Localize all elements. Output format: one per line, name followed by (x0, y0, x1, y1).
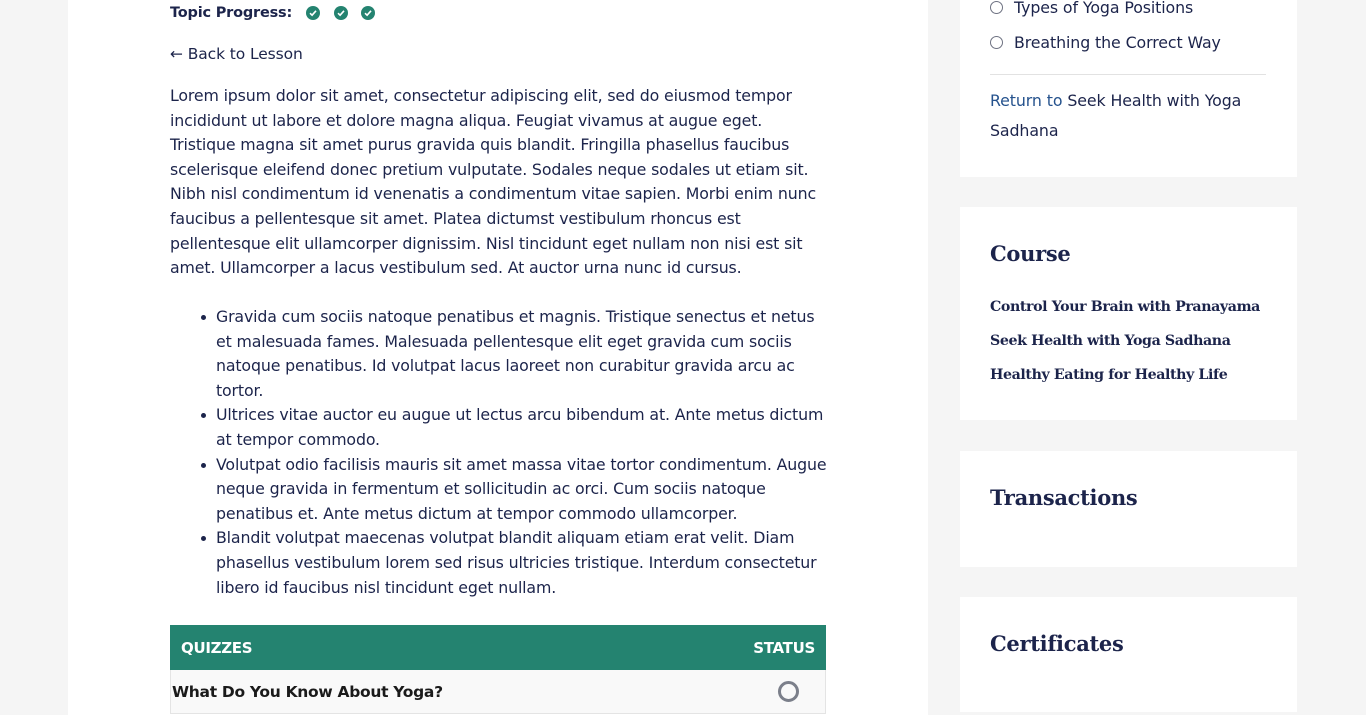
table-row[interactable] (170, 670, 826, 714)
lesson-bullet-list (198, 305, 830, 600)
incomplete-circle-icon (990, 36, 1003, 49)
divider (990, 74, 1266, 75)
status-column-header: STATUS (753, 638, 815, 657)
quiz-table-header (170, 625, 826, 670)
lesson-item-label: Types of Yoga Positions (1014, 0, 1194, 17)
course-link[interactable]: Control Your Brain with Pranayama (990, 299, 1260, 315)
list-item: Ultrices vitae auctor eu augue ut lectus arcu bibendum at. Ante metus dictum at tempor commodo. (198, 403, 830, 452)
quiz-table (170, 625, 826, 714)
lesson-item-breathing-the-correct-way[interactable] (990, 33, 1221, 52)
transactions-widget (960, 451, 1297, 567)
list-item: Volutpat odio facilisis mauris sit amet massa vitae tortor condimentum. Augue neque gravida in fermentum et sollicitudin ac orci. Cum sociis natoque penatibus et. Ante metus dictum at tempor commodo ullamcorper. (198, 453, 830, 527)
lesson-item-label: Breathing the Correct Way (1014, 33, 1221, 52)
transactions-widget-title: Transactions (990, 485, 1138, 510)
certificates-widget-title: Certificates (990, 631, 1124, 656)
certificates-widget (960, 597, 1297, 712)
quizzes-column-header: QUIZZES (181, 638, 253, 657)
lesson-item-types-of-yoga-positions[interactable] (990, 0, 1193, 17)
course-link[interactable]: Healthy Eating for Healthy Life (990, 367, 1228, 383)
list-item: Gravida cum sociis natoque penatibus et magnis. Tristique senectus et netus et malesuada fames. Malesuada pellentesque elit eget gravida cum sociis natoque penatibus. Id volutpat lacus laoreet non curabitur gravida arcu ac tortor. (198, 305, 830, 403)
return-prefix: Return to (990, 91, 1063, 110)
quiz-title-link[interactable]: What Do You Know About Yoga? (172, 682, 443, 701)
main-content-panel (68, 0, 928, 715)
return-to-course-link[interactable] (990, 86, 1260, 146)
course-link[interactable]: Seek Health with Yoga Sadhana (990, 333, 1231, 349)
course-list (990, 297, 1260, 399)
topic-progress-label: Topic Progress: (170, 5, 293, 21)
lesson-paragraph: Lorem ipsum dolor sit amet, consectetur adipiscing elit, sed do eiusmod tempor incididunt ut labore et dolore magna aliqua. Feugiat vivamus at augue eget. Tristique magna sit amet purus gravida quis blandit. Fringilla phasellus faucibus scelerisque eleifend donec pretium vulputate. Sodales neque sodales ut etiam sit. Nibh nisl condimentum id venenatis a condimentum vitae sapien. Morbi enim nunc faucibus a pellentesque sit amet. Platea dictumst vestibulum rhoncus est pellentesque elit ullamcorper dignissim. Nisl tincidunt eget nullam non nisi est sit amet. Ullamcorper a lacus vestibulum sed. At auctor urna nunc id cursus. (170, 86, 817, 278)
check-circle-icon (361, 6, 375, 20)
list-item: Blandit volutpat maecenas volutpat blandit aliquam etiam erat velit. Diam phasellus vestibulum lorem sed risus ultricies tristique. Interdum consectetur libero id faucibus nisl tincidunt eget nullam. (198, 526, 830, 600)
progress-checks (306, 6, 389, 20)
check-circle-icon (306, 6, 320, 20)
back-to-lesson-link[interactable]: ← Back to Lesson (170, 45, 303, 63)
course-widget (960, 207, 1297, 420)
return-target: Seek Health with Yoga Sadhana (990, 91, 1242, 140)
check-circle-icon (334, 6, 348, 20)
lesson-navigation-card (960, 0, 1297, 177)
incomplete-status-icon (778, 681, 799, 702)
topic-progress (170, 4, 389, 22)
incomplete-circle-icon (990, 1, 1003, 14)
course-widget-title: Course (990, 241, 1071, 266)
